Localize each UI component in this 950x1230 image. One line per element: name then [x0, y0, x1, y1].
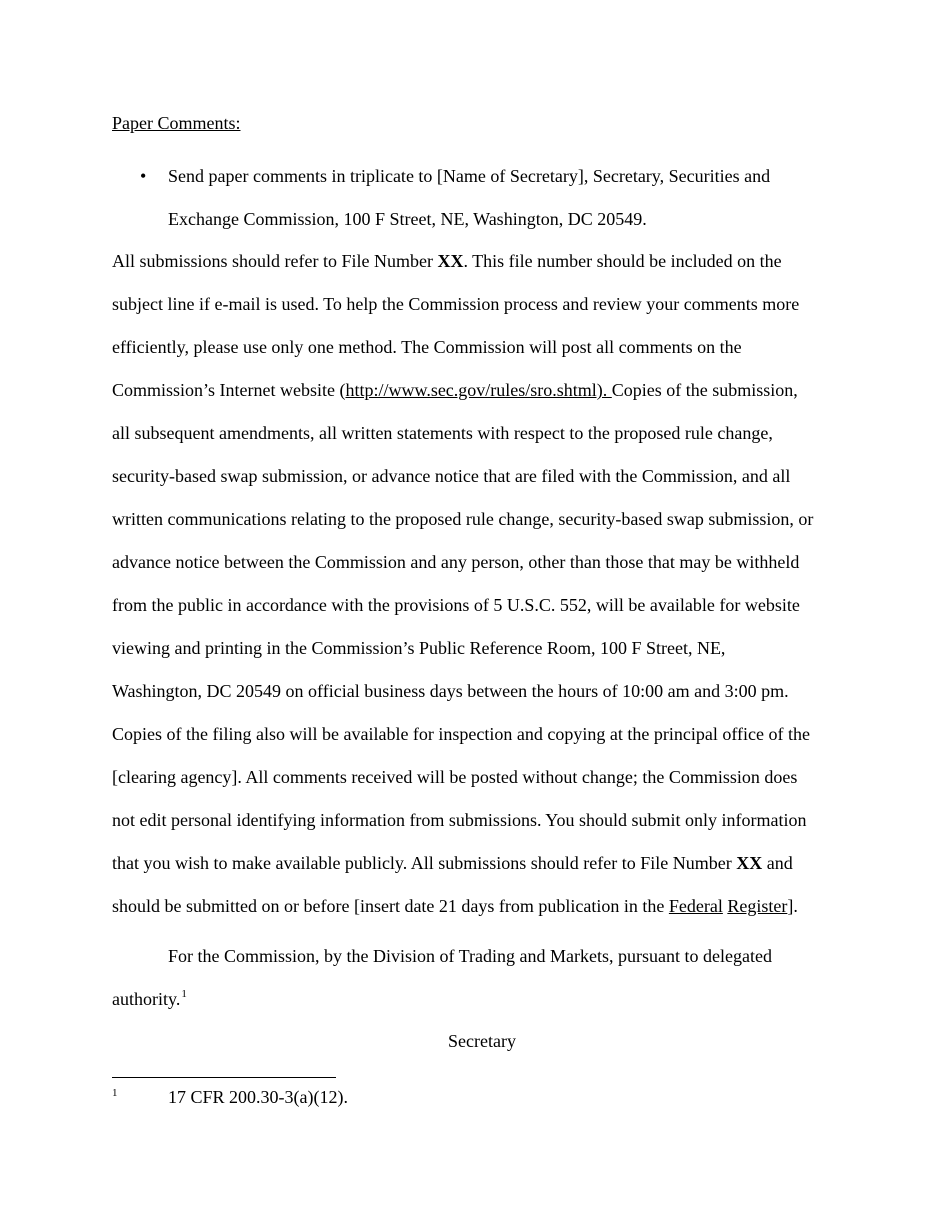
footnote-reference[interactable]: 1 [181, 988, 187, 1000]
paragraph-line: efficiently, please use only one method. The Commission will post all comments on the [112, 337, 742, 357]
bullet-item [112, 155, 842, 241]
bullet-text [168, 155, 842, 241]
bullet-line: Send paper comments in triplicate to [Name of Secretary], Secretary, Securities and [168, 166, 771, 186]
file-number: XX [437, 251, 464, 271]
footnote [112, 1086, 842, 1108]
footnote-number: 1 [112, 1087, 118, 1099]
closing-paragraph [112, 935, 842, 1021]
footnote-text: 17 CFR 200.30-3(a)(12). [168, 1087, 348, 1107]
paragraph-line: [clearing agency]. All comments received will be posted without change; the Commission does [112, 767, 798, 787]
submission-paragraph [112, 240, 842, 928]
federal-register-federal: Federal [668, 896, 723, 916]
paragraph-line: Commission’s Internet website (http://www.sec.gov/rules/sro.shtml). Copies of the submission, [112, 380, 798, 400]
website-link[interactable]: http://www.sec.gov/rules/sro.shtml). [345, 380, 612, 400]
bullet-line: Exchange Commission, 100 F Street, NE, Washington, DC 20549. [168, 209, 647, 229]
paragraph-line: all subsequent amendments, all written statements with respect to the proposed rule change, [112, 423, 773, 443]
paragraph-line: All submissions should refer to File Number XX. This file number should be included on the [112, 251, 782, 271]
federal-register-register: Register [727, 896, 788, 916]
paragraph-line: written communications relating to the proposed rule change, security-based swap submission, or [112, 509, 814, 529]
paragraph-line: viewing and printing in the Commission’s Public Reference Room, 100 F Street, NE, [112, 638, 726, 658]
footnote-divider [112, 1077, 336, 1078]
section-heading: Paper Comments: [112, 113, 241, 133]
paragraph-line: from the public in accordance with the provisions of 5 U.S.C. 552, will be available for website [112, 595, 800, 615]
paragraph-line: should be submitted on or before [insert date 21 days from publication in the Federal Register]. [112, 896, 798, 916]
signature-title: Secretary [448, 1031, 516, 1051]
paragraph-line: Copies of the filing also will be available for inspection and copying at the principal office of the [112, 724, 810, 744]
closing-line: For the Commission, by the Division of Trading and Markets, pursuant to delegated [168, 946, 772, 966]
paragraph-line: Washington, DC 20549 on official business days between the hours of 10:00 am and 3:00 pm. [112, 681, 789, 701]
file-number: XX [736, 853, 763, 873]
paragraph-line: not edit personal identifying information from submissions. You should submit only information [112, 810, 807, 830]
paragraph-line: subject line if e-mail is used. To help the Commission process and review your comments more [112, 294, 800, 314]
paragraph-line: security-based swap submission, or advance notice that are filed with the Commission, and all [112, 466, 791, 486]
bullet-icon: • [140, 166, 147, 186]
paragraph-line: advance notice between the Commission and any person, other than those that may be withheld [112, 552, 800, 572]
closing-line: authority.$^1$ [112, 988, 187, 1009]
paragraph-line: that you wish to make available publicly. All submissions should refer to File Number XX and [112, 853, 793, 873]
